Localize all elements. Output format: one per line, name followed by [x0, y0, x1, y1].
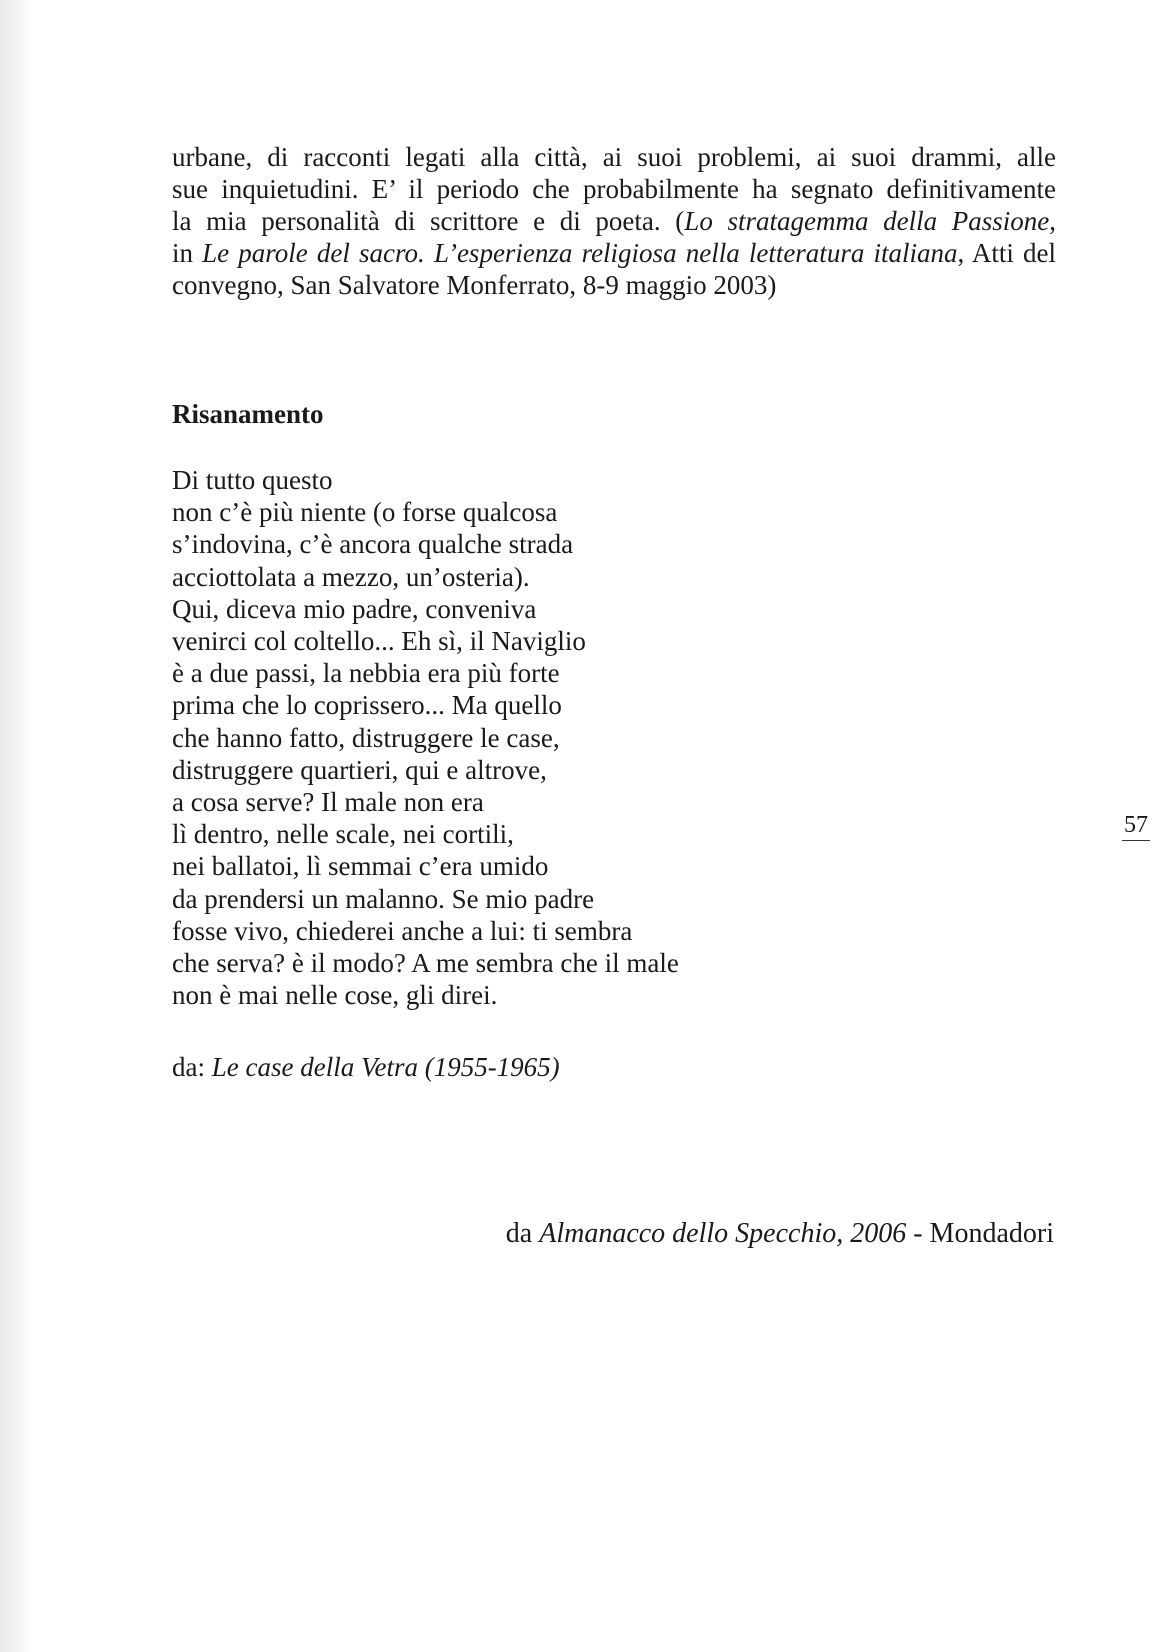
intro-line: urbane, di racconti legati alla città, ai suoi problemi, ai suoi drammi, alle — [172, 142, 1056, 172]
poem-verse: da prendersi un malanno. Se mio padre — [172, 883, 595, 914]
poem-verse: lì dentro, nelle scale, nei cortili, — [172, 819, 514, 850]
poem-verse: prima che lo coprissero... Ma quello — [172, 690, 562, 721]
credit-title: Almanacco dello Specchio, 2006 — [539, 1218, 907, 1249]
poem-verse: a cosa serve? Il male non era — [172, 787, 484, 818]
poem-verse: è a due passi, la nebbia era più forte — [172, 658, 560, 689]
intro-text: , Atti del — [957, 238, 1056, 268]
poem-verse: venirci col coltello... Eh sì, il Naviglio — [172, 626, 586, 657]
poem-verse: acciottolata a mezzo, un’osteria). — [172, 561, 530, 592]
poem-verse: che serva? è il modo? A me sembra che il male — [172, 948, 679, 979]
intro-line: sue inquietudini. E’ il periodo che probabilmente ha segnato definitivamente — [172, 174, 1056, 204]
poem-verse: che hanno fatto, distruggere le case, — [172, 722, 560, 753]
book-title: Le parole del sacro. L’esperienza religiosa nella letteratura italiana — [202, 238, 958, 268]
intro-text: la mia personalità di scrittore e di poeta. ( — [172, 206, 685, 236]
intro-text: , — [1049, 206, 1056, 236]
poem-verse: s’indovina, c’è ancora qualche strada — [172, 529, 574, 560]
page-gutter-shadow — [0, 0, 34, 1652]
intro-paragraph — [172, 141, 1056, 301]
intro-text: in — [172, 238, 203, 268]
source-book-title: Le case della Vetra (1955-1965) — [211, 1052, 560, 1082]
poem-verse: Qui, diceva mio padre, conveniva — [172, 593, 537, 624]
poem-verse: non è mai nelle cose, gli direi. — [172, 980, 498, 1011]
poem-title: Risanamento — [172, 399, 324, 429]
poem-verse: nei ballatoi, lì semmai c’era umido — [172, 851, 549, 882]
poem-verse: Di tutto questo — [172, 465, 333, 495]
poem-source — [172, 1051, 560, 1083]
poem-body — [172, 464, 679, 1011]
page-number: 57 — [1122, 811, 1150, 841]
poem-verse: non c’è più niente (o forse qualcosa — [172, 497, 558, 528]
publication-credit — [506, 1218, 1054, 1250]
intro-line: convegno, San Salvatore Monferrato, 8-9 maggio 2003) — [172, 270, 777, 300]
intro-line — [172, 237, 1056, 269]
poem-verse: distruggere quartieri, qui e altrove, — [172, 754, 547, 785]
essay-title: Lo stratagemma della Passione — [684, 206, 1050, 236]
credit-prefix: da — [505, 1218, 540, 1249]
intro-line — [172, 205, 1056, 237]
credit-publisher: - Mondadori — [906, 1218, 1054, 1249]
source-prefix: da: — [172, 1052, 212, 1082]
poem-verse: fosse vivo, chiederei anche a lui: ti sembra — [172, 915, 633, 946]
